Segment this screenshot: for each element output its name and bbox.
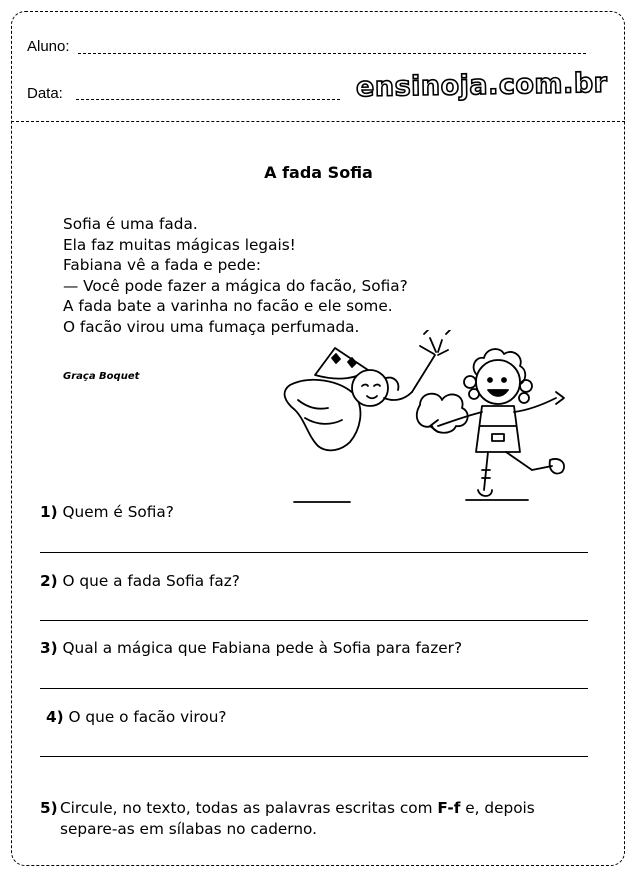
story-text xyxy=(63,214,408,337)
story-line: Ela faz muitas mágicas legais! xyxy=(63,235,296,254)
answer-line-2[interactable] xyxy=(40,620,588,621)
story-line: Sofia é uma fada. xyxy=(63,215,198,233)
date-line[interactable] xyxy=(76,99,340,100)
story-line: O facão virou uma fumaça perfumada. xyxy=(63,317,360,336)
question-text: Quem é Sofia? xyxy=(62,503,174,521)
story-line: Fabiana vê a fada e pede: xyxy=(63,256,261,274)
student-label: Aluno: xyxy=(27,38,70,55)
question-3 xyxy=(40,639,462,657)
brand-logo: ensinoja.com.br xyxy=(355,67,608,104)
story-title: A fada Sofia xyxy=(264,163,373,182)
fairy-and-girl-illustration xyxy=(270,330,590,515)
question-number: 5) xyxy=(40,799,58,817)
question-number: 1) xyxy=(40,503,58,521)
story-line: — Você pode fazer a mágica do facão, Sofia? xyxy=(63,276,408,295)
question-text: Circule, no texto, todas as palavras escritas com F-f e, depois separe-as em sílabas no caderno. xyxy=(60,799,535,838)
question-2 xyxy=(40,572,240,590)
question-number: 2) xyxy=(40,572,58,590)
answer-line-1[interactable] xyxy=(40,552,588,553)
question-1 xyxy=(40,503,174,521)
answer-line-4[interactable] xyxy=(40,756,588,757)
story-author: Graça Boquet xyxy=(63,371,140,382)
question-4 xyxy=(46,708,227,726)
header-divider xyxy=(11,121,625,122)
question-text: O que a fada Sofia faz? xyxy=(62,572,240,590)
question-number: 4) xyxy=(46,708,64,726)
question-5 xyxy=(40,798,600,840)
question-number: 3) xyxy=(40,639,58,657)
answer-line-3[interactable] xyxy=(40,688,588,689)
letter-highlight: F-f xyxy=(437,799,461,817)
story-line: A fada bate a varinha no facão e ele some. xyxy=(63,297,393,315)
date-label: Data: xyxy=(27,85,63,102)
question-text: O que o facão virou? xyxy=(68,708,227,726)
student-name-line[interactable] xyxy=(78,53,586,54)
question-text: Qual a mágica que Fabiana pede à Sofia para fazer? xyxy=(62,639,463,657)
